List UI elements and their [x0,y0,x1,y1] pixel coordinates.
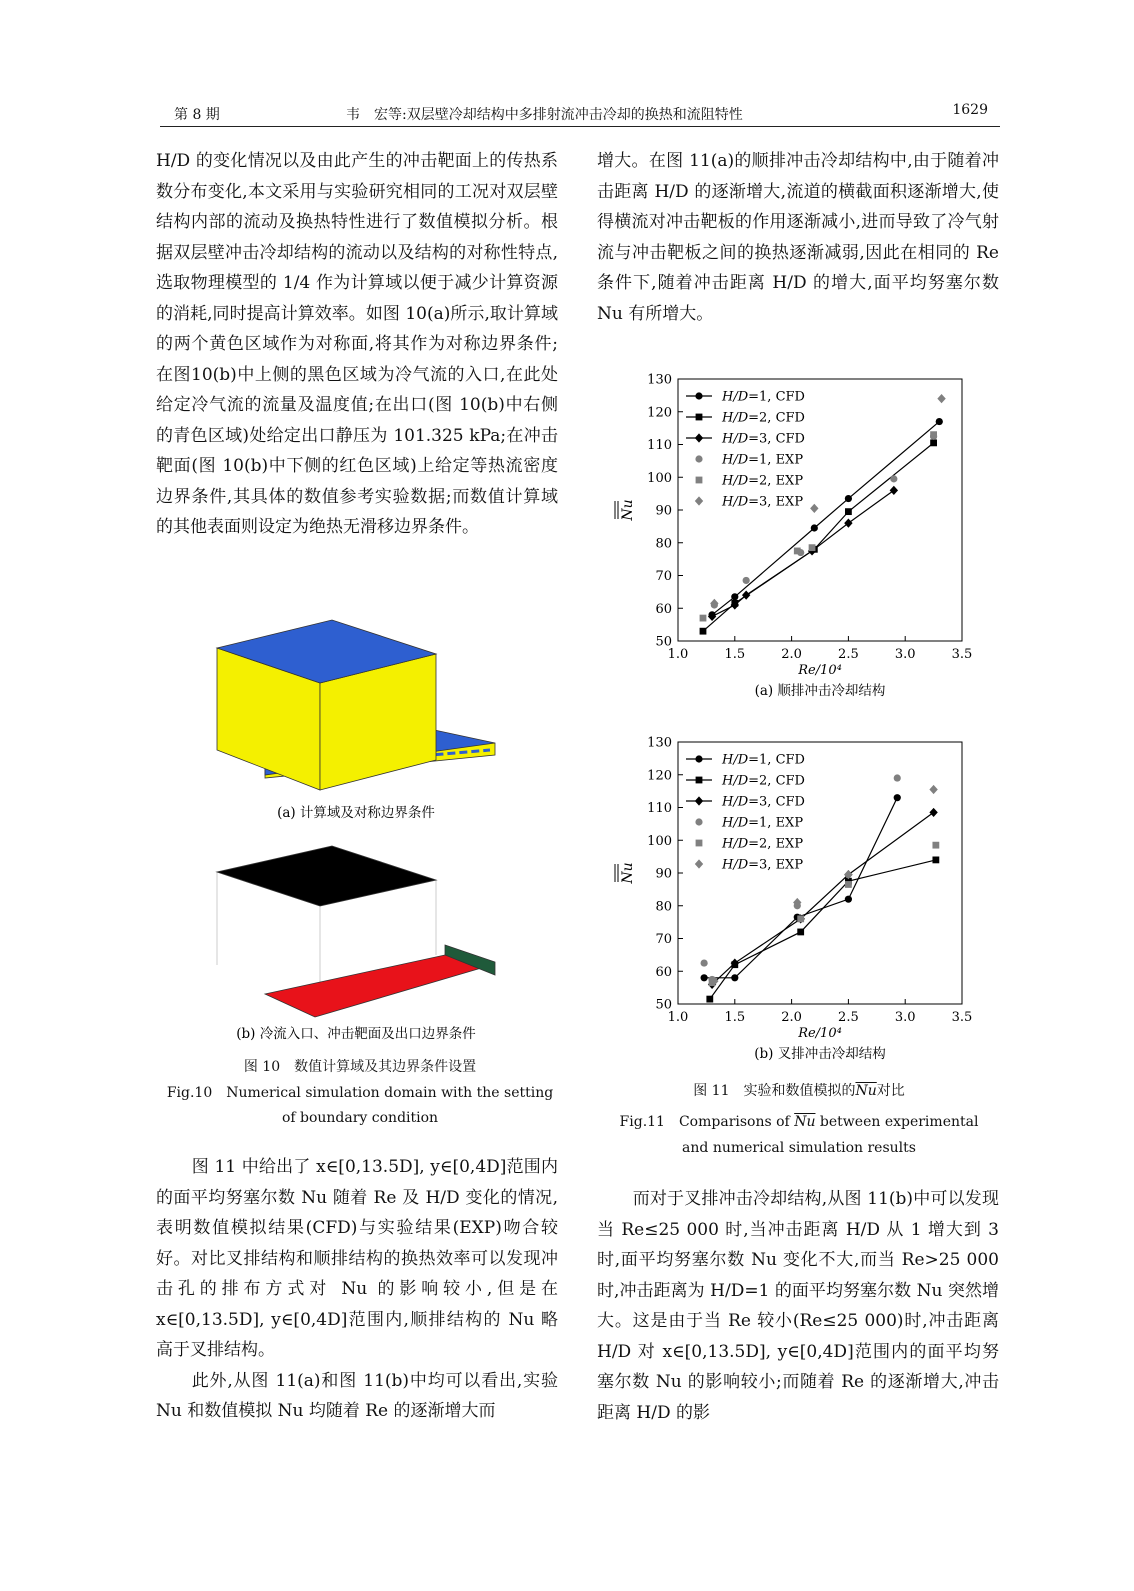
x-tick-label: 2.0 [781,1010,802,1025]
data-point [844,519,852,528]
y-tick-label: 90 [655,503,672,519]
legend-marker [695,496,703,505]
x-tick-label: 2.0 [781,647,802,662]
data-point [930,439,937,446]
running-title: 韦 宏等:双层壁冷却结构中多排射流冲击冷却的换热和流阻特性 [346,107,743,123]
data-point [706,996,713,1003]
data-point [932,857,939,864]
y-tick-label: 60 [655,601,672,617]
series-line [712,422,939,615]
y-tick-label: 130 [647,735,672,751]
paragraph: 而对于叉排冲击冷却结构,从图 11(b)中可以发现当 Re≤25 000 时,当冲击距离 H/D 从 1 增大到 3 时,面平均努塞尔数 Nu 变化不大,而当 Re>25 000 时,冲击距离为 H/D=1 的面平均努塞尔数 Nu 突然增大。这是由于当 Re 较小(Re≤25 000)时,冲击距离 H/D 对 x∈[0,13.5D], y∈[0,4D]范围内的面平均努塞尔数 Nu 的影响较小;而随着 Re 的逐渐增大,冲击距离 H/D 的影 [597,1189,999,1423]
x-tick-label: 3.0 [894,1010,916,1025]
y-tick-label: 70 [655,569,672,584]
legend-label: H/D=1, EXP [722,815,804,831]
data-point [937,394,945,403]
data-point [811,524,818,531]
legend-marker [695,818,702,825]
fig10-caption-cn: 图 10 数值计算域及其边界条件设置 [243,1059,477,1075]
data-point [845,896,852,903]
left-column-top [156,146,558,543]
paragraph: 图 11 中给出了 x∈[0,13.5D], y∈[0,4D]范围内的面平均努塞尔数 Nu 随着 Re 及 H/D 变化的情况,表明数值模拟结果(CFD)与实验结果(EXP)吻合较好。对比叉排结构和顺排结构的换热效率可以发现冲击孔的排布方式对 Nu 的影响较小,但是在 x∈[0,13.5D], y∈[0,4D]范围内,顺排结构的 Nu 略高于叉排结构。 [156,1157,558,1360]
fig10a-subtitle: (a) 计算域及对称边界条件 [277,805,435,821]
plot-frame [678,742,962,1004]
plot-frame [678,379,962,641]
target-face [265,955,495,1017]
y-tick-label: 70 [655,932,672,947]
series-line [710,857,936,999]
y-axis-label [615,862,636,884]
data-point [794,548,801,555]
domain-b [217,846,495,1017]
data-point [845,881,852,888]
legend-label: H/D=3, EXP [722,857,804,873]
y-tick-label: 120 [647,405,672,421]
data-point [701,959,708,966]
x-tick-label: 2.5 [838,647,859,662]
y-tick-label: 110 [647,438,672,453]
y-axis-label-text: Nu [620,499,636,521]
data-point [809,544,816,551]
data-point [731,593,738,600]
y-tick-label: 80 [655,536,672,552]
y-tick-label: 50 [655,634,672,650]
x-axis-label: Re/10⁴ [798,663,842,678]
fig10-caption-en-1: Fig.10 Numerical simulation domain with the setting [166,1085,554,1101]
chart-b [610,728,1010,1068]
page-number: 1629 [952,102,988,118]
y-tick-label: 100 [647,470,672,486]
data-point [936,418,943,425]
data-point [701,974,708,981]
paragraph: 增大。在图 11(a)的顺排冲击冷却结构中,由于随着冲击距离 H/D 的逐渐增大,流道的横截面积逐渐增大,使得横流对冲击靶板的作用逐渐减小,进而导致了冷气射流与冲击靶板之间的换热逐渐减弱,因此在相同的 Re 条件下,随着冲击距离 H/D 的增大,面平均努塞尔数 Nu 有所增大。 [597,151,999,324]
data-point [797,929,804,936]
fig11-caption-cn: 图 11 实验和数值模拟的$\overline{Nu}$对比 [693,1083,905,1099]
legend-marker [695,796,703,805]
data-point [731,974,738,981]
fig11-caption-en-2: and numerical simulation results [682,1140,916,1156]
legend-label: H/D=2, CFD [722,773,805,789]
legend-marker [695,433,703,442]
legend-marker [695,755,702,762]
x-tick-label: 1.0 [667,1010,689,1025]
data-point [929,785,937,794]
domain-a [217,620,495,790]
data-point [894,774,901,781]
legend-label: H/D=3, EXP [722,494,804,510]
x-tick-label: 1.5 [724,1010,746,1025]
y-tick-label: 60 [655,964,672,980]
y-tick-label: 90 [655,866,672,882]
legend-marker [696,477,703,484]
data-point [890,475,897,482]
y-axis-label [615,499,636,521]
y-tick-label: 110 [647,801,672,816]
legend-label: H/D=1, CFD [722,752,805,768]
y-axis-label-text: Nu [620,862,636,884]
y-tick-label: 120 [647,768,672,784]
right-column-top [597,146,999,329]
data-point [890,486,898,495]
x-axis-label: Re/10⁴ [798,1026,842,1041]
data-point [845,495,852,502]
legend-label: H/D=1, EXP [722,452,804,468]
x-tick-label: 1.5 [724,647,746,662]
data-point [743,577,750,584]
fig10b-subtitle: (b) 冷流入口、冲击靶面及出口边界条件 [236,1026,476,1042]
paragraph: H/D 的变化情况以及由此产生的冲击靶面上的传热系数分布变化,本文采用与实验研究相同的工况对双层壁结构内部的流动及换热特性进行了数值模拟分析。根据双层壁冲击冷却结构的流动以及结构的对称性特点,选取物理模型的 1/4 作为计算域以便于减少计算资源的消耗,同时提高计算效率。如图 10(a)所示,取计算域的两个黄色区域作为对称面,将其作为对称边界条件;在图10(b)中上侧的黑色区域为冷气流的入口,在此处给定冷气流的流量及温度值;在出口(图 10(b)中右侧的青色区域)处给定出口静压为 101.325 kPa;在冲击靶面(图 10(b)中下侧的红色区域)上给定等热流密度边界条件,其具体的数值参考实验数据;而数值计算域的其他表面则设定为绝热无滑移边界条件。 [156,151,558,537]
data-point [810,504,818,513]
right-column-bottom [597,1184,999,1428]
legend-label: H/D=2, EXP [722,836,804,852]
x-tick-label: 3.5 [951,1010,973,1025]
legend-label: H/D=2, EXP [722,473,804,489]
y-tick-label: 130 [647,372,672,388]
y-tick-label: 80 [655,899,672,915]
paragraph: 此外,从图 11(a)和图 11(b)中均可以看出,实验 Nu 和数值模拟 Nu 均随着 Re 的逐渐增大而 [156,1370,558,1421]
data-point [929,808,937,817]
x-tick-label: 3.5 [951,647,973,662]
chart-a [610,365,1010,705]
data-point [700,628,707,635]
inlet-face [217,846,436,906]
x-tick-label: 3.0 [894,647,916,662]
legend-label: H/D=1, CFD [722,389,805,405]
figure-10 [160,610,560,1042]
legend-marker [696,840,703,847]
data-point [700,615,707,622]
chart-subtitle: (b) 叉排冲击冷却结构 [754,1046,886,1062]
legend-label: H/D=2, CFD [722,410,805,426]
data-point [894,794,901,801]
data-point [797,915,804,922]
legend-marker [696,414,703,421]
x-tick-label: 1.0 [667,647,689,662]
legend-marker [695,455,702,462]
data-point [930,431,937,438]
legend-marker [696,777,703,784]
legend-label: H/D=3, CFD [722,794,805,810]
y-tick-label: 100 [647,833,672,849]
legend-label: H/D=3, CFD [722,431,805,447]
figure-10-graphic [160,610,560,1042]
x-tick-label: 2.5 [838,1010,859,1025]
issue-number: 第 8 期 [174,107,220,123]
left-column-bottom [156,1152,558,1427]
fig10-caption-en-2: of boundary condition [281,1110,439,1126]
y-tick-label: 50 [655,997,672,1013]
fig11-caption-en-1: Fig.11 Comparisons of $\overline{Nu}$ between experimental [619,1114,979,1130]
legend-marker [695,392,702,399]
legend-marker [695,859,703,868]
running-header [160,102,1000,127]
data-point [845,508,852,515]
data-point [932,842,939,849]
chart-subtitle: (a) 顺排冲击冷却结构 [754,683,886,699]
